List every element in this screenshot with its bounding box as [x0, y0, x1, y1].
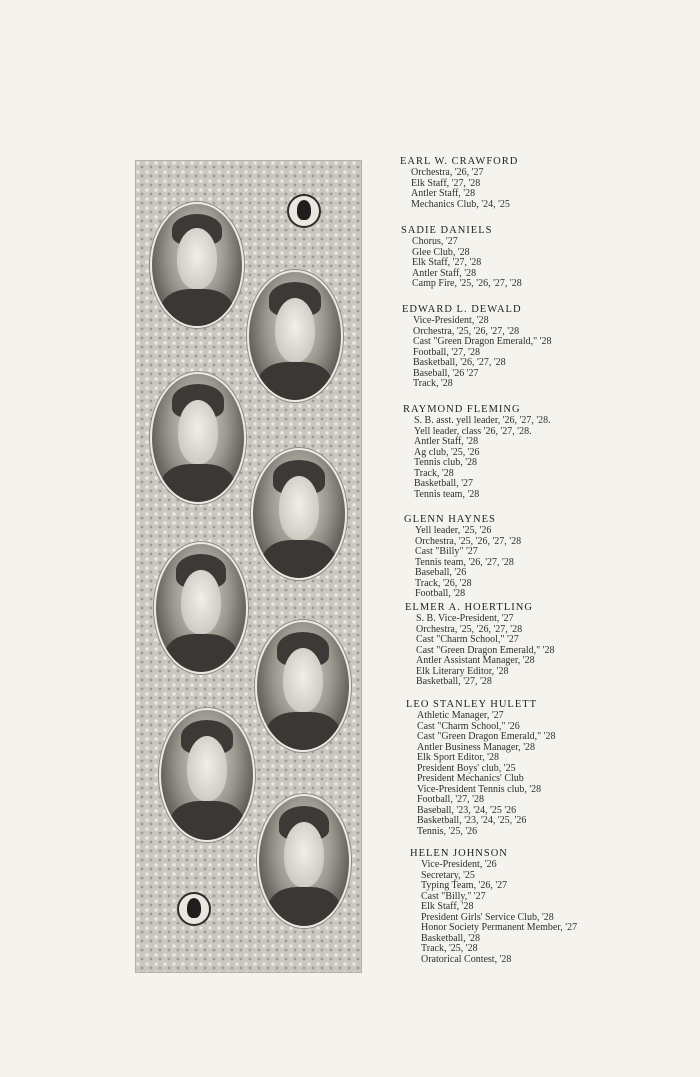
activity-item: Antler Assistant Manager, '28	[416, 655, 535, 666]
activity-item: Camp Fire, '25, '26, '27, '28	[412, 278, 522, 289]
activity-item: Cast "Billy," '27	[421, 890, 486, 902]
activity-item: Football, '27, '28	[417, 794, 484, 805]
activity-list	[405, 614, 685, 688]
activity-item: Chorus, '27	[412, 236, 458, 247]
activity-item: Basketball, '23, '24, '25, '26	[417, 815, 527, 826]
activity-list	[410, 860, 690, 965]
activity-item: Baseball, '26 '27	[413, 367, 479, 379]
activity-item: Elk Staff, '27, '28	[412, 257, 482, 268]
activity-item: Cast "Charm School," '27	[416, 634, 519, 645]
activity-item: Ag club, '25, '26	[414, 446, 480, 458]
activity-list	[404, 526, 684, 600]
student-entry	[410, 848, 690, 965]
activity-item: Oratorical Contest, '28	[421, 953, 512, 965]
student-name: SADIE DANIELS	[401, 225, 493, 236]
student-name: LEO STANLEY HULETT	[406, 699, 538, 710]
activity-item: Track, '26, '28	[415, 577, 472, 589]
activity-item: Tennis team, '28	[414, 488, 480, 500]
activity-list	[403, 416, 683, 500]
activity-item: S. B. asst. yell leader, '26, '27, '28.	[414, 415, 551, 426]
activity-item: Antler Staff, '28	[412, 267, 477, 279]
activity-item: Mechanics Club, '24, '25	[411, 198, 510, 210]
student-name: EARL W. CRAWFORD	[400, 156, 519, 167]
activity-item: Vice-President, '26	[421, 859, 497, 870]
activity-item: Baseball, '23, '24, '25 '26	[417, 804, 517, 816]
activity-item: Track, '28	[413, 378, 453, 389]
activity-item: Secretary, '25	[421, 869, 475, 881]
activity-item: Orchestra, '25, '26, '27, '28	[416, 623, 523, 635]
activity-item: Basketball, '27, '28	[416, 676, 492, 687]
student-name: GLENN HAYNES	[404, 514, 496, 525]
student-name: EDWARD L. DEWALD	[402, 304, 522, 315]
activity-item: Cast "Green Dragon Emerald," '28	[413, 336, 552, 347]
activity-item: Orchestra, '25, '26, '27, '28	[413, 325, 520, 337]
activity-item: Basketball, '27	[414, 478, 474, 489]
activity-item: Baseball, '26	[415, 567, 467, 578]
activity-item: Orchestra, '26, '27	[411, 167, 484, 178]
student-name: ELMER A. HOERTLING	[405, 602, 533, 613]
student-entry	[405, 602, 685, 688]
activity-list	[406, 711, 686, 837]
student-entry	[403, 404, 683, 500]
activity-item: Football, '27, '28	[413, 346, 480, 358]
student-name: RAYMOND FLEMING	[403, 404, 521, 415]
student-entry	[404, 514, 684, 600]
activity-item: Antler Staff, '28	[411, 188, 476, 199]
activity-item: Yell leader, '25, '26	[415, 525, 492, 536]
activity-item: Antler Staff, '28	[414, 436, 479, 447]
activity-item: Track, '28	[414, 467, 454, 479]
activity-item: President Boys' club, '25	[417, 762, 516, 774]
activity-item: Typing Team, '26, '27	[421, 880, 508, 891]
activity-item: Basketball, '28	[421, 932, 481, 944]
activity-item: Tennis club, '28	[414, 457, 478, 468]
activity-item: Cast "Green Dragon Emerald," '28	[417, 731, 556, 742]
activity-list	[400, 168, 680, 210]
activity-item: Orchestra, '25, '26, '27, '28	[415, 535, 522, 547]
activity-item: Antler Business Manager, '28	[417, 741, 536, 753]
student-name: HELEN JOHNSON	[410, 848, 508, 859]
activity-item: Cast "Billy" '27	[415, 546, 478, 557]
activity-item: Yell leader, class '26, '27, '28.	[414, 425, 532, 437]
student-entry	[402, 304, 682, 390]
student-entry	[406, 699, 686, 837]
activity-item: Athletic Manager, '27	[417, 710, 504, 721]
activity-item: Elk Literary Editor, '28	[416, 665, 509, 677]
activity-list	[402, 316, 682, 390]
activity-item: Glee Club, '28	[412, 246, 470, 258]
activity-item: Tennis, '25, '26	[417, 825, 478, 837]
activity-item: Elk Staff, '28	[421, 901, 474, 912]
activity-item: Cast "Charm School," '26	[417, 720, 520, 732]
activity-item: President Girls' Service Club, '28	[421, 911, 554, 923]
activity-item: Vice-President, '28	[413, 315, 489, 326]
activity-item: Tennis team, '26, '27, '28	[415, 556, 514, 568]
activity-list	[401, 237, 681, 290]
activity-item: Vice-President Tennis club, '28	[417, 783, 542, 795]
activity-item: Football, '28	[415, 588, 466, 599]
activity-item: Honor Society Permanent Member, '27	[421, 922, 578, 933]
activity-item: Cast "Green Dragon Emerald," '28	[416, 644, 555, 656]
activity-item: Elk Sport Editor, '28	[417, 752, 499, 763]
activity-item: Elk Staff, '27, '28	[411, 177, 481, 189]
activity-item: S. B. Vice-President, '27	[416, 613, 514, 624]
activity-item: President Mechanics' Club	[417, 773, 524, 784]
activity-item: Track, '25, '28	[421, 943, 478, 954]
student-entry	[400, 156, 680, 210]
student-entry	[401, 225, 681, 290]
activity-item: Basketball, '26, '27, '28	[413, 357, 506, 368]
